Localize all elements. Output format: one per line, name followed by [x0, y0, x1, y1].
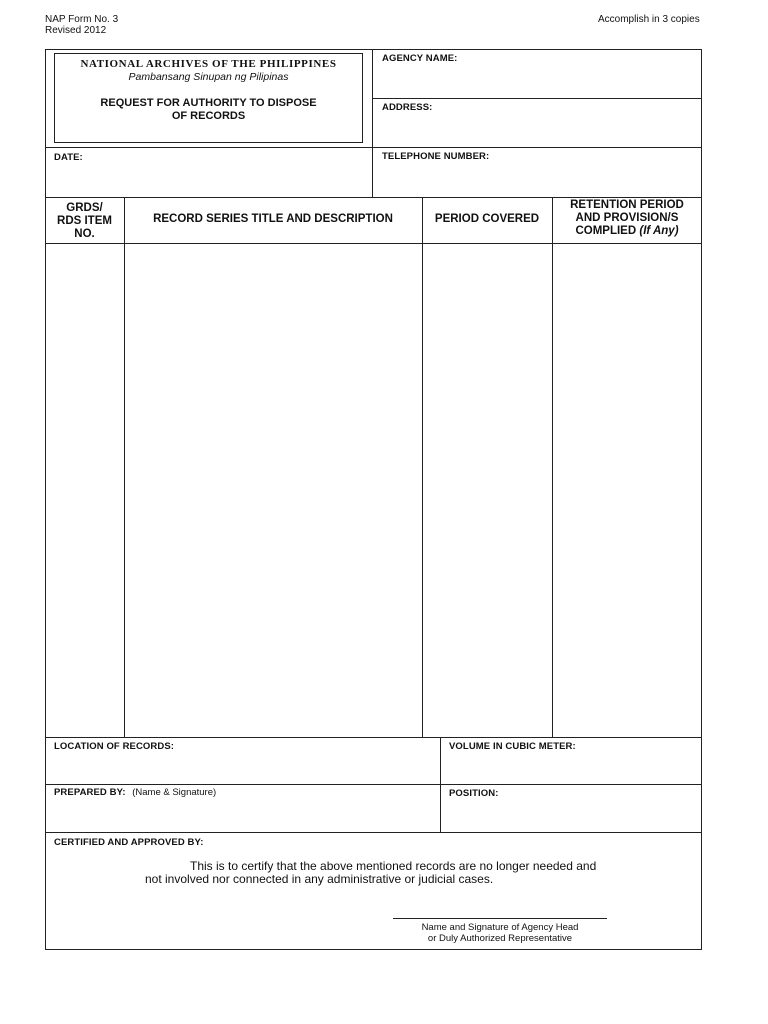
prepared-by-note: (Name & Signature) [132, 787, 217, 798]
agency-title: NATIONAL ARCHIVES OF THE PHILIPPINES [80, 58, 337, 70]
col-header-retention-line2: AND PROVISION/S [575, 212, 679, 224]
location-label: LOCATION OF RECORDS: [54, 741, 175, 752]
col-header-retention-line1: RETENTION PERIOD [570, 199, 684, 211]
revision-date: Revised 2012 [45, 25, 107, 36]
signature-caption-line1: Name and Signature of Agency Head [421, 922, 579, 933]
volume-field[interactable] [441, 754, 701, 782]
form-number: NAP Form No. 3 [45, 14, 119, 25]
telephone-field[interactable] [373, 164, 701, 195]
location-field[interactable] [46, 754, 439, 782]
signature-line [393, 918, 607, 919]
form-title-line2: OF RECORDS [171, 110, 246, 122]
address-label: ADDRESS: [382, 102, 433, 113]
agency-name-field[interactable] [373, 66, 701, 96]
prepared-rule [45, 784, 702, 785]
position-field[interactable] [441, 800, 701, 830]
date-field[interactable] [46, 164, 371, 195]
col-header-item-no [45, 202, 124, 241]
agency-filipino-title: Pambansang Sinupan ng Pilipinas [128, 71, 289, 83]
copies-note: Accomplish in 3 copies [598, 14, 700, 25]
prepared-by-field[interactable] [46, 800, 439, 830]
volume-label: VOLUME IN CUBIC METER: [449, 741, 576, 752]
col-header-period-covered: PERIOD COVERED [434, 213, 540, 225]
table-header-rule [45, 243, 702, 244]
certified-rule [45, 832, 702, 833]
col-header-item-no-line3: NO. [74, 228, 95, 240]
telephone-label: TELEPHONE NUMBER: [382, 151, 490, 162]
col-header-item-no-line1: GRDS/ [66, 202, 103, 214]
col-header-record-series: RECORD SERIES TITLE AND DESCRIPTION [153, 213, 393, 225]
location-rule [45, 737, 702, 738]
prepared-by-row [54, 787, 216, 798]
table-cell-retention[interactable] [553, 245, 701, 735]
col-header-item-no-line2: RDS ITEM [57, 215, 112, 227]
agency-name-label: AGENCY NAME: [382, 53, 458, 64]
certification-line2: not involved nor connected in any administrative or judicial cases. [145, 872, 494, 886]
form-title-line1: REQUEST FOR AUTHORITY TO DISPOSE [100, 97, 317, 109]
certified-label: CERTIFIED AND APPROVED BY: [54, 837, 204, 848]
table-cell-period-covered[interactable] [423, 245, 551, 735]
col-header-retention-line3: COMPLIED [575, 225, 637, 237]
table-cell-item-no[interactable] [46, 245, 123, 735]
address-field[interactable] [373, 115, 701, 145]
position-label: POSITION: [449, 788, 499, 799]
header-rule-2 [45, 147, 702, 148]
signature-caption-line2: or Duly Authorized Representative [427, 933, 573, 944]
header-rule-1 [372, 98, 702, 99]
table-cell-record-series[interactable] [125, 245, 421, 735]
header-rule-3 [45, 197, 702, 198]
prepared-by-label: PREPARED BY: [54, 787, 126, 798]
certification-line1: This is to certify that the above mentioned records are no longer needed and [190, 859, 597, 873]
col-header-retention-period [552, 199, 702, 238]
date-label: DATE: [54, 152, 83, 163]
col-header-retention-ifany: (If Any) [639, 225, 679, 237]
